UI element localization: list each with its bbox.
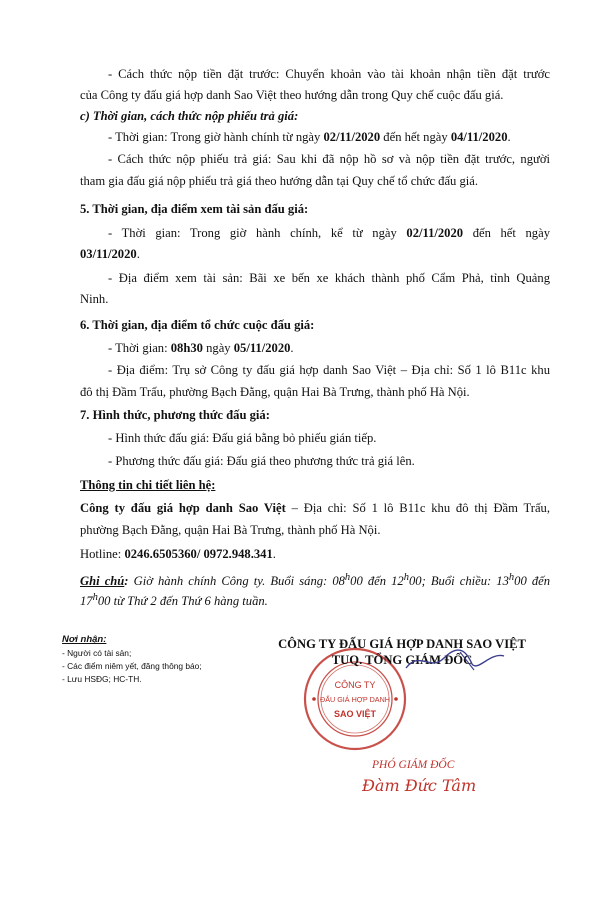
recipient-item: - Lưu HSĐG; HC-TH.: [62, 674, 142, 684]
seal-line1: CÔNG TY: [334, 680, 376, 690]
section-6-heading: 6. Thời gian, địa điểm tổ chức cuộc đấu giá:: [80, 318, 315, 332]
note-label: Ghi chú: [80, 574, 125, 589]
signing-company: CÔNG TY ĐẤU GIÁ HỢP DANH SAO VIỆT: [278, 637, 526, 651]
seal-line3: SAO VIỆT: [333, 709, 377, 719]
hotline-number: 0246.6505360/ 0972.948.341: [124, 547, 273, 561]
recipient-item: - Người có tài sản;: [62, 648, 132, 658]
signer-name: Đàm Đức Tâm: [362, 776, 477, 795]
auction-form: - Hình thức đấu giá: Đấu giá bằng bỏ phiếu gián tiếp.: [108, 431, 377, 445]
deposit-method-line2: của Công ty đấu giá hợp danh Sao Việt theo hướng dẫn trong Quy chế cuộc đấu giá.: [80, 88, 504, 102]
viewing-time-line1: - Thời gian: Trong giờ hành chính, kể từ ngày 02/11/2020 đến hết ngày: [108, 226, 550, 240]
contact-heading: Thông tin chi tiết liên hệ:: [80, 478, 216, 492]
time-mid: đến hết ngày: [380, 130, 451, 144]
handwritten-signature: [400, 646, 510, 676]
contact-company-line1: Công ty đấu giá hợp danh Sao Việt – Địa chỉ: Số 1 lô B11c khu đô thị Đầm Trấu,: [80, 501, 550, 515]
time-prefix: - Thời gian: Trong giờ hành chính từ ngày: [108, 130, 324, 144]
section-7-heading: 7. Hình thức, phương thức đấu giá:: [80, 408, 270, 422]
recipient-item: - Các điểm niêm yết, đăng thông báo;: [62, 661, 202, 671]
section-5-heading: 5. Thời gian, địa điểm xem tài sản đấu giá:: [80, 202, 309, 216]
viewing-place-line2: Ninh.: [80, 292, 109, 306]
auction-method: - Phương thức đấu giá: Đấu giá theo phương thức trả giá lên.: [108, 454, 415, 468]
viewing-start-date: 02/11/2020: [406, 226, 464, 240]
viewing-end-date: 03/11/2020: [80, 247, 137, 261]
bid-submission-method-line2: tham gia đấu giá nộp phiếu trả giá theo hướng dẫn tại Quy chế tổ chức đấu giá.: [80, 174, 479, 188]
signing-role: TUQ. TỔNG GIÁM ĐỐC: [331, 653, 473, 667]
viewing-time-line2: 03/11/2020.: [80, 247, 140, 261]
contact-company: Công ty đấu giá hợp danh Sao Việt: [80, 501, 286, 515]
start-date: 02/11/2020: [323, 130, 381, 144]
section-c-heading: c) Thời gian, cách thức nộp phiếu trả giá:: [80, 109, 299, 123]
auction-place-line1: - Địa điểm: Trụ sở Công ty đấu giá hợp danh Sao Việt – Địa chỉ: Số 1 lô B11c khu: [108, 363, 550, 377]
recipients-block: [62, 634, 202, 686]
auction-time: - Thời gian: 08h30 ngày 05/11/2020.: [108, 341, 294, 355]
seal-line2: ĐẤU GIÁ HỢP DANH: [320, 695, 390, 704]
bid-submission-time: - Thời gian: Trong giờ hành chính từ ngày 02/11/2020 đến hết ngày 04/11/2020.: [108, 130, 511, 144]
auction-place-line2: đô thị Đầm Trấu, phường Bạch Đằng, quận Hai Bà Trưng, thành phố Hà Nội.: [80, 385, 470, 399]
recipients-title: Nơi nhận:: [62, 634, 107, 645]
auction-hour: 08h30: [170, 341, 203, 355]
note-line1: Ghi chú: Giờ hành chính Công ty. Buổi sáng: 08$^h$00 đến 12$^h$00; Buổi chiều: 13$^h$00 đến: [80, 572, 551, 589]
note-line2: 17$^h$00 từ Thứ 2 đến Thứ 6 hàng tuần.: [80, 592, 268, 609]
auction-date: 05/11/2020: [233, 341, 291, 355]
viewing-place-line1: - Địa điểm xem tài sản: Bãi xe bến xe khách thành phố Cẩm Phả, tỉnh Quảng: [108, 271, 550, 285]
signer-role: PHÓ GIÁM ĐỐC: [372, 759, 455, 771]
deposit-method-line1: - Cách thức nộp tiền đặt trước: Chuyển khoản vào tài khoản nhận tiền đặt trước: [108, 67, 550, 81]
contact-company-line2: phường Bạch Đằng, quận Hai Bà Trưng, thành phố Hà Nội.: [80, 523, 381, 537]
hotline: Hotline: 0246.6505360/ 0972.948.341.: [80, 547, 276, 561]
end-date: 04/11/2020: [450, 130, 508, 144]
bid-submission-method-line1: - Cách thức nộp phiếu trả giá: Sau khi đã nộp hồ sơ và nộp tiền đặt trước, người: [108, 152, 550, 166]
